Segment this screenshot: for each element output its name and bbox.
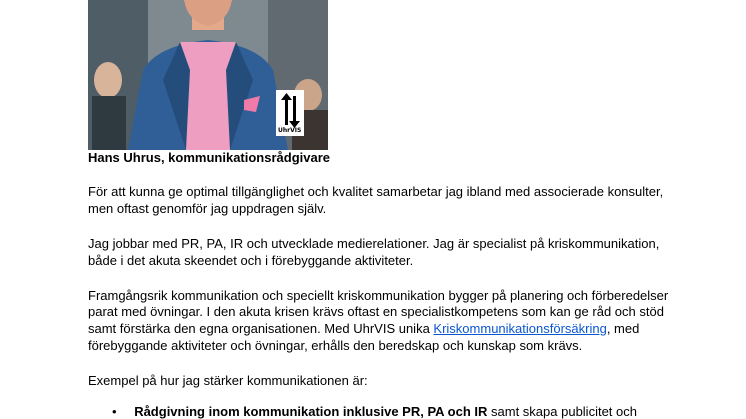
paragraph-3-line-3-start: samt förstärka den egna organisationen. Med UhrVIS unika [88,321,434,336]
paragraph-3-line-4: förebyggande aktiviteter och övningar, erhålls den beredskap och kunskap som krävs. [88,338,583,353]
paragraph-1-line-2: men oftast genomför jag uppdragen själv. [88,201,327,216]
paragraph-3-line-3-end: , med [606,321,640,336]
paragraph-4: Exempel på hur jag stärker kommunikationen är: [88,373,368,388]
bullet-marker: • [112,404,117,419]
uhrvis-logo: UhrVIS [278,127,302,134]
paragraph-3-line-2: parat med övningar. I den akuta krisen krävs oftast en specialistkompetens som kan ge råd och stöd [88,304,664,319]
bullet-item [112,404,637,419]
paragraph-2-line-1: Jag jobbar med PR, PA, IR och utvecklade medierelationer. Jag är specialist på kriskommunikation, [88,236,660,251]
paragraph-1-line-1: För att kunna ge optimal tillgänglighet och kvalitet samarbetar jag ibland med associerade konsulter, [88,184,664,199]
photo-caption: Hans Uhrus, kommunikationsrådgivare [88,150,331,165]
portrait-photo [88,0,328,150]
kriskommunikationsforsakring-link[interactable]: Kriskommunikationsförsäkring [433,321,607,336]
paragraph-3-line-3 [88,321,728,338]
bullet-bold-text: Rådgivning inom kommunikation inklusive PR, PA och IR [134,404,488,419]
bullet-rest-text: samt skapa publicitet och [487,404,637,419]
paragraph-3-line-1: Framgångsrik kommunikation och speciellt kriskommunikation bygger på planering och förberedelser [88,288,669,303]
paragraph-2-line-2: både i det akuta skeendet och i förebyggande aktiviteter. [88,253,414,268]
